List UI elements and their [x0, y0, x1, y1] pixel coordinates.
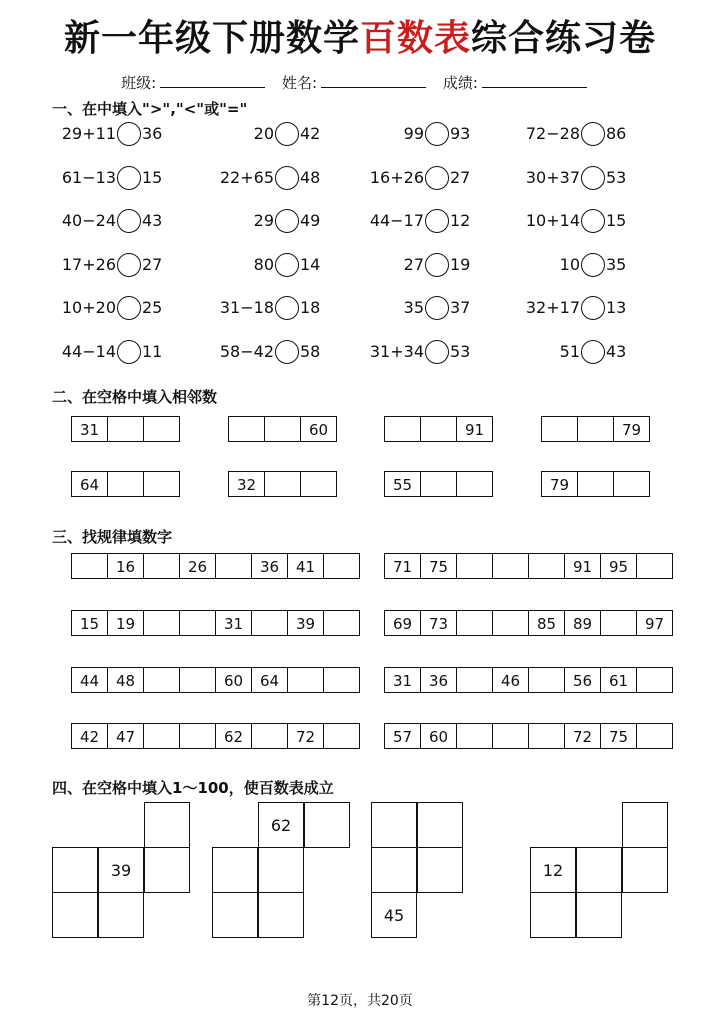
blank-cell[interactable] — [528, 553, 565, 579]
blank-cell[interactable] — [179, 610, 216, 636]
blank-cell[interactable] — [143, 723, 180, 749]
neighbor-group — [71, 471, 180, 497]
number-cell: 31 — [71, 416, 108, 442]
expr-right: 15 — [606, 211, 627, 230]
neighbor-group — [228, 416, 337, 442]
number-cell: 32 — [228, 471, 265, 497]
section1-heading: 一、在中填入">","<"或"=" — [52, 100, 248, 118]
answer-circle[interactable] — [581, 253, 605, 277]
blank-cell[interactable] — [613, 471, 650, 497]
compare-item — [524, 252, 626, 278]
expr-right: 11 — [142, 342, 163, 361]
expr-right: 53 — [450, 342, 471, 361]
number-cell: 41 — [287, 553, 324, 579]
blank-cell[interactable] — [304, 802, 350, 848]
number-cell: 48 — [107, 667, 144, 693]
number-cell: 12 — [530, 847, 576, 893]
expr-left: 10+20 — [61, 298, 116, 317]
page-title: 新一年级下册数学百数表综合练习卷 — [63, 18, 657, 59]
expr-left: 51 — [559, 342, 580, 361]
neighbor-group — [541, 471, 650, 497]
number-cell: 75 — [420, 553, 457, 579]
number-cell: 16 — [107, 553, 144, 579]
answer-circle[interactable] — [275, 296, 299, 320]
answer-circle[interactable] — [275, 166, 299, 190]
expr-left: 10+14 — [525, 211, 580, 230]
blank-cell[interactable] — [251, 610, 288, 636]
blank-cell[interactable] — [212, 847, 258, 893]
compare-item — [58, 165, 162, 191]
compare-item — [366, 295, 470, 321]
expr-left: 61−13 — [61, 168, 116, 187]
number-cell: 64 — [251, 667, 288, 693]
blank-cell[interactable] — [371, 802, 417, 848]
expr-right: 35 — [606, 255, 627, 274]
compare-item — [212, 165, 320, 191]
number-cell: 97 — [636, 610, 673, 636]
expr-left: 10 — [559, 255, 580, 274]
number-cell: 71 — [384, 553, 421, 579]
number-cell: 89 — [564, 610, 601, 636]
neighbor-group — [228, 471, 337, 497]
answer-circle[interactable] — [581, 209, 605, 233]
expr-right: 18 — [300, 298, 321, 317]
blank-cell[interactable] — [420, 471, 457, 497]
answer-circle[interactable] — [117, 296, 141, 320]
expr-left: 80 — [253, 255, 274, 274]
blank-cell[interactable] — [143, 610, 180, 636]
number-cell: 42 — [71, 723, 108, 749]
blank-cell[interactable] — [577, 471, 614, 497]
expr-right: 43 — [142, 211, 163, 230]
blank-cell[interactable] — [530, 892, 576, 938]
expr-right: 36 — [142, 124, 163, 143]
expr-right: 93 — [450, 124, 471, 143]
blank-cell[interactable] — [258, 892, 304, 938]
blank-cell[interactable] — [52, 847, 98, 893]
name-label: 姓名: — [281, 74, 318, 92]
expr-left: 30+37 — [525, 168, 580, 187]
answer-circle[interactable] — [275, 209, 299, 233]
pattern-row — [71, 553, 360, 579]
blank-cell[interactable] — [300, 471, 337, 497]
blank-cell[interactable] — [528, 667, 565, 693]
answer-circle[interactable] — [425, 122, 449, 146]
score-label: 成绩: — [442, 74, 478, 92]
answer-circle[interactable] — [425, 253, 449, 277]
compare-item — [212, 121, 320, 147]
answer-circle[interactable] — [117, 340, 141, 364]
blank-cell[interactable] — [143, 471, 180, 497]
pattern-row — [71, 723, 360, 749]
answer-circle[interactable] — [275, 340, 299, 364]
expr-left: 31+34 — [369, 342, 424, 361]
pattern-row — [71, 610, 360, 636]
blank-cell[interactable] — [456, 667, 493, 693]
number-cell: 46 — [492, 667, 529, 693]
blank-cell[interactable] — [264, 471, 301, 497]
expr-right: 27 — [142, 255, 163, 274]
blank-cell[interactable] — [456, 553, 493, 579]
expr-right: 86 — [606, 124, 627, 143]
blank-cell[interactable] — [107, 471, 144, 497]
compare-item — [524, 339, 626, 365]
neighbor-group — [541, 416, 650, 442]
blank-cell[interactable] — [456, 471, 493, 497]
expr-right: 49 — [300, 211, 321, 230]
blank-cell[interactable] — [420, 416, 457, 442]
compare-item — [366, 121, 470, 147]
blank-cell[interactable] — [287, 667, 324, 693]
expr-right: 19 — [450, 255, 471, 274]
section3-heading: 三、找规律填数字 — [52, 528, 173, 546]
number-cell: 44 — [71, 667, 108, 693]
expr-left: 35 — [403, 298, 424, 317]
expr-right: 53 — [606, 168, 627, 187]
blank-cell[interactable] — [492, 610, 529, 636]
number-cell: 73 — [420, 610, 457, 636]
compare-item — [524, 165, 626, 191]
answer-circle[interactable] — [117, 166, 141, 190]
neighbor-group — [384, 416, 493, 442]
number-cell: 91 — [564, 553, 601, 579]
answer-circle[interactable] — [275, 122, 299, 146]
number-cell: 39 — [287, 610, 324, 636]
number-cell: 39 — [98, 847, 144, 893]
compare-item — [366, 208, 470, 234]
number-cell: 61 — [600, 667, 637, 693]
answer-circle[interactable] — [581, 340, 605, 364]
compare-item — [58, 208, 162, 234]
expr-left: 17+26 — [61, 255, 116, 274]
pattern-row — [384, 723, 673, 749]
blank-cell[interactable] — [622, 802, 668, 848]
number-cell: 79 — [613, 416, 650, 442]
blank-cell[interactable] — [179, 667, 216, 693]
compare-item — [212, 208, 320, 234]
expr-left: 20 — [253, 124, 274, 143]
compare-item — [524, 295, 626, 321]
compare-item — [366, 252, 470, 278]
answer-circle[interactable] — [117, 122, 141, 146]
answer-circle[interactable] — [425, 166, 449, 190]
number-cell: 79 — [541, 471, 578, 497]
number-cell: 72 — [564, 723, 601, 749]
number-cell: 95 — [600, 553, 637, 579]
compare-item — [212, 339, 320, 365]
blank-cell[interactable] — [384, 416, 421, 442]
blank-cell[interactable] — [71, 553, 108, 579]
number-cell: 72 — [287, 723, 324, 749]
blank-cell[interactable] — [143, 667, 180, 693]
answer-circle[interactable] — [581, 296, 605, 320]
section4-heading: 四、在空格中填入1～100，使百数表成立 — [52, 779, 334, 797]
compare-item — [524, 121, 626, 147]
blank-cell[interactable] — [417, 847, 463, 893]
pattern-row — [384, 553, 673, 579]
blank-cell[interactable] — [576, 847, 622, 893]
expr-right: 25 — [142, 298, 163, 317]
number-cell: 60 — [420, 723, 457, 749]
number-cell: 85 — [528, 610, 565, 636]
answer-circle[interactable] — [581, 166, 605, 190]
number-cell: 69 — [384, 610, 421, 636]
number-cell: 57 — [384, 723, 421, 749]
page-footer: 第12页，共20页 — [307, 993, 413, 1009]
score-field[interactable] — [482, 73, 587, 88]
pattern-row — [384, 610, 673, 636]
blank-cell[interactable] — [636, 667, 673, 693]
compare-item — [58, 121, 162, 147]
number-cell: 47 — [107, 723, 144, 749]
answer-circle[interactable] — [425, 209, 449, 233]
compare-item — [212, 295, 320, 321]
blank-cell[interactable] — [98, 892, 144, 938]
blank-cell[interactable] — [622, 847, 668, 893]
number-cell: 62 — [258, 802, 304, 848]
expr-right: 15 — [142, 168, 163, 187]
blank-cell[interactable] — [144, 802, 190, 848]
answer-circle[interactable] — [425, 296, 449, 320]
answer-circle[interactable] — [425, 340, 449, 364]
expr-left: 29+11 — [61, 124, 116, 143]
expr-right: 12 — [450, 211, 471, 230]
blank-cell[interactable] — [179, 723, 216, 749]
blank-cell[interactable] — [228, 416, 265, 442]
compare-item — [524, 208, 626, 234]
blank-cell[interactable] — [323, 667, 360, 693]
number-cell: 15 — [71, 610, 108, 636]
number-cell: 45 — [371, 892, 417, 938]
blank-cell[interactable] — [636, 723, 673, 749]
neighbor-group — [71, 416, 180, 442]
expr-left: 31−18 — [219, 298, 274, 317]
expr-left: 44−17 — [369, 211, 424, 230]
blank-cell[interactable] — [528, 723, 565, 749]
expr-right: 37 — [450, 298, 471, 317]
blank-cell[interactable] — [143, 553, 180, 579]
expr-right: 48 — [300, 168, 321, 187]
number-cell: 36 — [251, 553, 288, 579]
answer-circle[interactable] — [275, 253, 299, 277]
compare-item — [58, 295, 162, 321]
student-info — [0, 72, 720, 93]
blank-cell[interactable] — [52, 892, 98, 938]
name-field[interactable] — [321, 73, 426, 88]
expr-left: 29 — [253, 211, 274, 230]
blank-cell[interactable] — [577, 416, 614, 442]
section2-heading: 二、在空格中填入相邻数 — [52, 388, 218, 406]
blank-cell[interactable] — [371, 847, 417, 893]
expr-right: 13 — [606, 298, 627, 317]
blank-cell[interactable] — [215, 553, 252, 579]
blank-cell[interactable] — [251, 723, 288, 749]
number-cell: 56 — [564, 667, 601, 693]
number-cell: 31 — [384, 667, 421, 693]
expr-right: 43 — [606, 342, 627, 361]
blank-cell[interactable] — [264, 416, 301, 442]
answer-circle[interactable] — [581, 122, 605, 146]
compare-item — [58, 339, 162, 365]
blank-cell[interactable] — [258, 847, 304, 893]
expr-left: 99 — [403, 124, 424, 143]
expr-right: 42 — [300, 124, 321, 143]
pattern-row — [71, 667, 360, 693]
blank-cell[interactable] — [600, 610, 637, 636]
blank-cell[interactable] — [456, 723, 493, 749]
compare-item — [58, 252, 162, 278]
expr-left: 58−42 — [219, 342, 274, 361]
number-cell: 62 — [215, 723, 252, 749]
number-cell: 26 — [179, 553, 216, 579]
number-cell: 31 — [215, 610, 252, 636]
blank-cell[interactable] — [323, 723, 360, 749]
blank-cell[interactable] — [576, 892, 622, 938]
number-cell: 60 — [215, 667, 252, 693]
number-cell: 36 — [420, 667, 457, 693]
number-cell: 75 — [600, 723, 637, 749]
blank-cell[interactable] — [144, 847, 190, 893]
expr-left: 16+26 — [369, 168, 424, 187]
class-field[interactable] — [160, 73, 265, 88]
blank-cell[interactable] — [212, 892, 258, 938]
blank-cell[interactable] — [456, 610, 493, 636]
expr-right: 27 — [450, 168, 471, 187]
blank-cell[interactable] — [492, 553, 529, 579]
expr-left: 44−14 — [61, 342, 116, 361]
number-cell: 60 — [300, 416, 337, 442]
number-cell: 55 — [384, 471, 421, 497]
compare-item — [366, 165, 470, 191]
number-cell: 64 — [71, 471, 108, 497]
answer-circle[interactable] — [117, 253, 141, 277]
compare-item — [212, 252, 320, 278]
expr-left: 40−24 — [61, 211, 116, 230]
blank-cell[interactable] — [107, 416, 144, 442]
blank-cell[interactable] — [323, 553, 360, 579]
pattern-row — [384, 667, 673, 693]
blank-cell[interactable] — [492, 723, 529, 749]
expr-left: 22+65 — [219, 168, 274, 187]
number-cell: 19 — [107, 610, 144, 636]
blank-cell[interactable] — [541, 416, 578, 442]
expr-left: 32+17 — [525, 298, 580, 317]
expr-right: 14 — [300, 255, 321, 274]
expr-left: 72−28 — [525, 124, 580, 143]
blank-cell[interactable] — [323, 610, 360, 636]
expr-right: 58 — [300, 342, 321, 361]
blank-cell[interactable] — [143, 416, 180, 442]
blank-cell[interactable] — [636, 553, 673, 579]
class-label: 班级: — [121, 74, 157, 92]
neighbor-group — [384, 471, 493, 497]
answer-circle[interactable] — [117, 209, 141, 233]
compare-item — [366, 339, 470, 365]
blank-cell[interactable] — [417, 802, 463, 848]
number-cell: 91 — [456, 416, 493, 442]
expr-left: 27 — [403, 255, 424, 274]
